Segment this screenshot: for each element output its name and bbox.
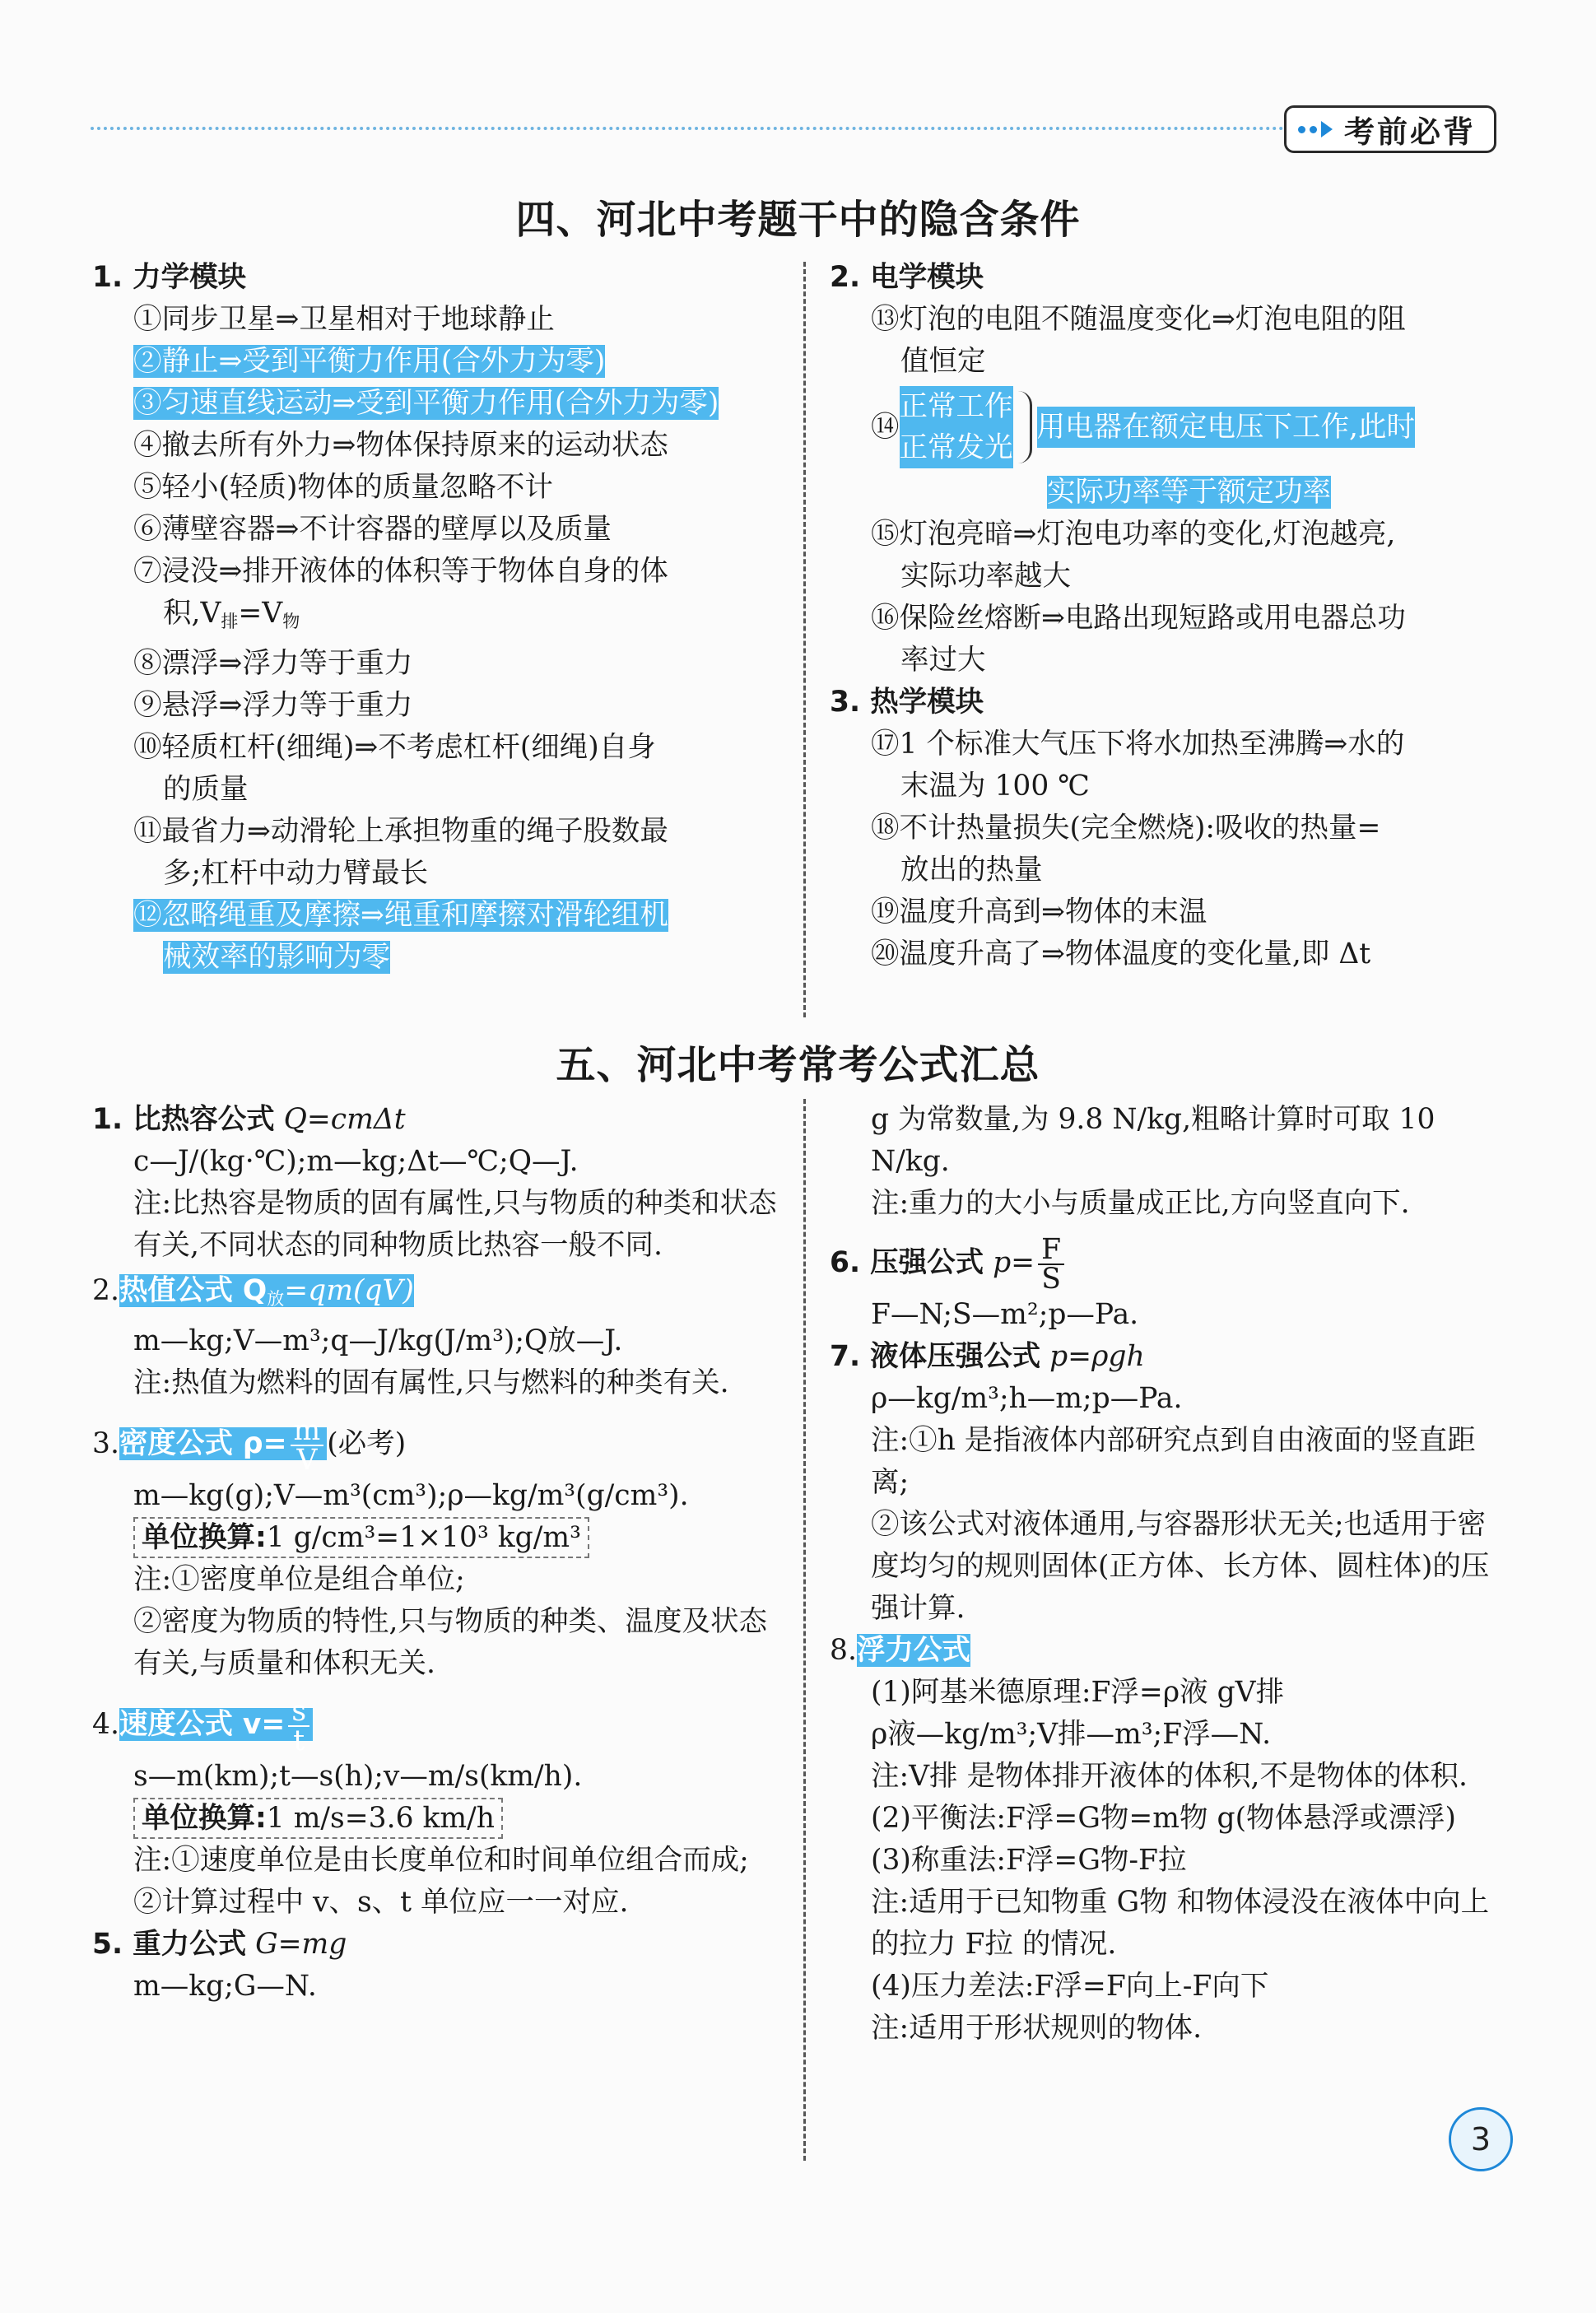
heat-heading: 3. 热学模块: [830, 686, 984, 719]
mech-item-8: ⑧漂浮⇒浮力等于重力: [133, 647, 413, 680]
f4-conversion-box: 单位换算:1 m/s=3.6 km/h: [133, 1798, 503, 1839]
elec-heading: 2. 电学模块: [830, 261, 984, 294]
f8-line8: 注:适用于形状规则的物体.: [871, 2012, 1203, 2045]
heat-item-17-cont: 末温为 100 ℃: [900, 770, 1090, 803]
heat-item-17: ⑰1 个标准大气压下将水加热至沸腾⇒水的: [871, 728, 1405, 761]
elec-item-14-b: 正常发光: [900, 427, 1013, 468]
f8-line4: (2)平衡法:F浮=G物=m物 g(物体悬浮或漂浮): [871, 1802, 1456, 1835]
elec-item-15: ⑮灯泡亮暗⇒灯泡电功率的变化,灯泡越亮,: [871, 518, 1396, 551]
section4-column-divider: [803, 262, 806, 1017]
section5-left-column: [92, 1099, 784, 2008]
heat-item-19: ⑲温度升高到⇒物体的末温: [871, 896, 1207, 928]
section5-title: 五、河北中考常考公式汇总: [556, 1042, 1040, 1088]
mech-item-10: ⑩轻质杠杆(细绳)⇒不考虑杠杆(细绳)自身: [133, 731, 656, 764]
f8-line1: (1)阿基米德原理:F浮=ρ液 gV排: [871, 1676, 1285, 1709]
f2-note: 注:热值为燃料的固有属性,只与燃料的种类有关.: [133, 1366, 729, 1399]
f2-units: m—kg;V—m³;q—J/kg(J/m³);Q放—J.: [133, 1324, 623, 1357]
f7-head: 7. 液体压强公式 p=ρgh: [830, 1340, 1145, 1373]
page-number: 3: [1449, 2107, 1513, 2171]
f8-line5: (3)称重法:F浮=G物-F拉: [871, 1844, 1187, 1877]
mech-item-1: ①同步卫星⇒卫星相对于地球静止: [133, 303, 555, 336]
f2-head: 2.热值公式 $Q_放=qm(qV)$: [92, 1274, 414, 1309]
mech-item-9: ⑨悬浮⇒浮力等于重力: [133, 689, 413, 722]
f8-line3: 注:V排 是物体排开液体的体积,不是物体的体积.: [871, 1760, 1468, 1793]
heat-item-20: ⑳温度升高了⇒物体温度的变化量,即 Δt: [871, 938, 1371, 970]
f4-note1: 注:①速度单位是由长度单位和时间单位组合而成;: [133, 1844, 749, 1877]
f3-head: 3.密度公式 ρ= $\frac{m}{V}$ (必考): [92, 1413, 407, 1477]
f6-units: F—N;S—m²;p—Pa.: [871, 1298, 1139, 1331]
section4-left-column: [92, 257, 784, 979]
elec-item-13-cont: 值恒定: [900, 345, 986, 378]
header-dotted-line: [91, 127, 1284, 130]
f4-units: s—m(km);t—s(h);v—m/s(km/h).: [133, 1760, 583, 1793]
heat-item-18: ⑱不计热量损失(完全燃烧):吸收的热量=: [871, 812, 1381, 845]
f7-units: ρ—kg/m³;h—m;p—Pa.: [871, 1382, 1183, 1415]
elec-item-16-cont: 率过大: [900, 644, 986, 677]
section4-title: 四、河北中考题干中的隐含条件: [515, 197, 1081, 243]
elec-item-14-d: 实际功率等于额定功率: [1047, 476, 1331, 509]
f3-units: m—kg(g);V—m³(cm³);ρ—kg/m³(g/cm³).: [133, 1479, 689, 1512]
f4-head: 4.速度公式 v= $\frac{s}{t}$: [92, 1693, 784, 1756]
elec-item-14-c: 用电器在额定电压下工作,此时: [1037, 407, 1415, 448]
mech-item-10-cont: 的质量: [163, 773, 249, 806]
f8-line2: ρ液—kg/m³;V排—m³;F浮—N.: [871, 1718, 1272, 1751]
mech-item-7-cont: 积$,V_排=V_物$: [163, 597, 300, 631]
mech-item-7: ⑦浸没⇒排开液体的体积等于物体自身的体: [133, 555, 668, 588]
f5-note: 注:重力的大小与质量成正比,方向竖直向下.: [871, 1187, 1410, 1220]
header-tag-label: 考前必背: [1344, 114, 1476, 150]
arrow-icon: [1287, 121, 1344, 137]
f7-note2: ②该公式对液体通用,与容器形状无关;也适用于密度均匀的规则固体(正方体、长方体、圆柱体)的压强计算.: [871, 1508, 1490, 1625]
mech-item-2: ②静止⇒受到平衡力作用(合外力为零): [133, 345, 606, 378]
mech-item-11-cont: 多;杠杆中动力臂最长: [163, 857, 429, 890]
f8-head: 8.浮力公式: [830, 1634, 970, 1667]
elec-item-13: ⑬灯泡的电阻不随温度变化⇒灯泡电阻的阻: [871, 303, 1406, 336]
section5-column-divider: [803, 1099, 806, 2161]
f3-fraction: $\frac{m}{V}$: [291, 1417, 324, 1474]
f1-head: 1. 比热容公式 Q=cmΔt: [92, 1103, 406, 1136]
f3-note1: 注:①密度单位是组合单位;: [133, 1563, 465, 1596]
f5-units: m—kg;G—N.: [133, 1970, 317, 2003]
f4-note2: ②计算过程中 v、s、t 单位应一一对应.: [133, 1886, 629, 1919]
f1-note: 注:比热容是物质的固有属性,只与物质的种类和状态有关,不同状态的同种物质比热容一般不同.: [133, 1187, 777, 1262]
elec-item-16: ⑯保险丝熔断⇒电路出现短路或用电器总功: [871, 602, 1406, 635]
f8-line6: 注:适用于已知物重 G物 和物体浸没在液体中向上的拉力 F拉 的情况.: [871, 1886, 1490, 1961]
f7-note1: 注:①h 是指液体内部研究点到自由液面的竖直距离;: [871, 1424, 1476, 1499]
elec-item-14: ⑭ 正常工作 正常发光 用电器在额定电压下工作,此时: [830, 386, 1513, 468]
mech-item-12: ⑫忽略绳重及摩擦⇒绳重和摩擦对滑轮组机: [133, 899, 668, 932]
mech-item-3: ③匀速直线运动⇒受到平衡力作用(合外力为零): [133, 387, 719, 420]
header-tag: [1284, 105, 1496, 153]
f6-fraction: $\frac{F}{S}$: [1038, 1236, 1064, 1293]
f3-note2: ②密度为物质的特性,只与物质的种类、温度及状态有关,与质量和体积无关.: [133, 1605, 767, 1680]
mech-item-6: ⑥薄壁容器⇒不计容器的壁厚以及质量: [133, 513, 612, 546]
mech-heading: 1. 力学模块: [92, 261, 247, 294]
brace-icon: [1018, 391, 1032, 463]
mech-item-12-cont: 械效率的影响为零: [163, 941, 390, 974]
f5-cont: g 为常数量,为 9.8 N/kg,粗略计算时可取 10 N/kg.: [871, 1103, 1435, 1178]
section4-right-column: [830, 257, 1513, 975]
f4-fraction: $\frac{s}{t}$: [288, 1697, 309, 1755]
f6-head: 6. 压强公式 p= $\frac{F}{S}$: [830, 1231, 1513, 1294]
f1-units: c—J/(kg·℃);m—kg;Δt—℃;Q—J.: [133, 1145, 579, 1178]
mech-item-5: ⑤轻小(轻质)物体的质量忽略不计: [133, 471, 553, 504]
elec-item-15-cont: 实际功率越大: [900, 560, 1071, 593]
f5-head: 5. 重力公式 G=mg: [92, 1928, 347, 1961]
f3-conversion-box: 单位换算:1 g/cm³=1×10³ kg/m³: [133, 1517, 589, 1558]
heat-item-18-cont: 放出的热量: [900, 854, 1043, 887]
mech-item-11: ⑪最省力⇒动滑轮上承担物重的绳子股数最: [133, 815, 668, 848]
elec-item-14-a: 正常工作: [900, 386, 1013, 427]
section5-right-column: [830, 1099, 1513, 2050]
mech-item-4: ④撤去所有外力⇒物体保持原来的运动状态: [133, 429, 668, 462]
f8-line7: (4)压力差法:F浮=F向上-F向下: [871, 1970, 1269, 2003]
